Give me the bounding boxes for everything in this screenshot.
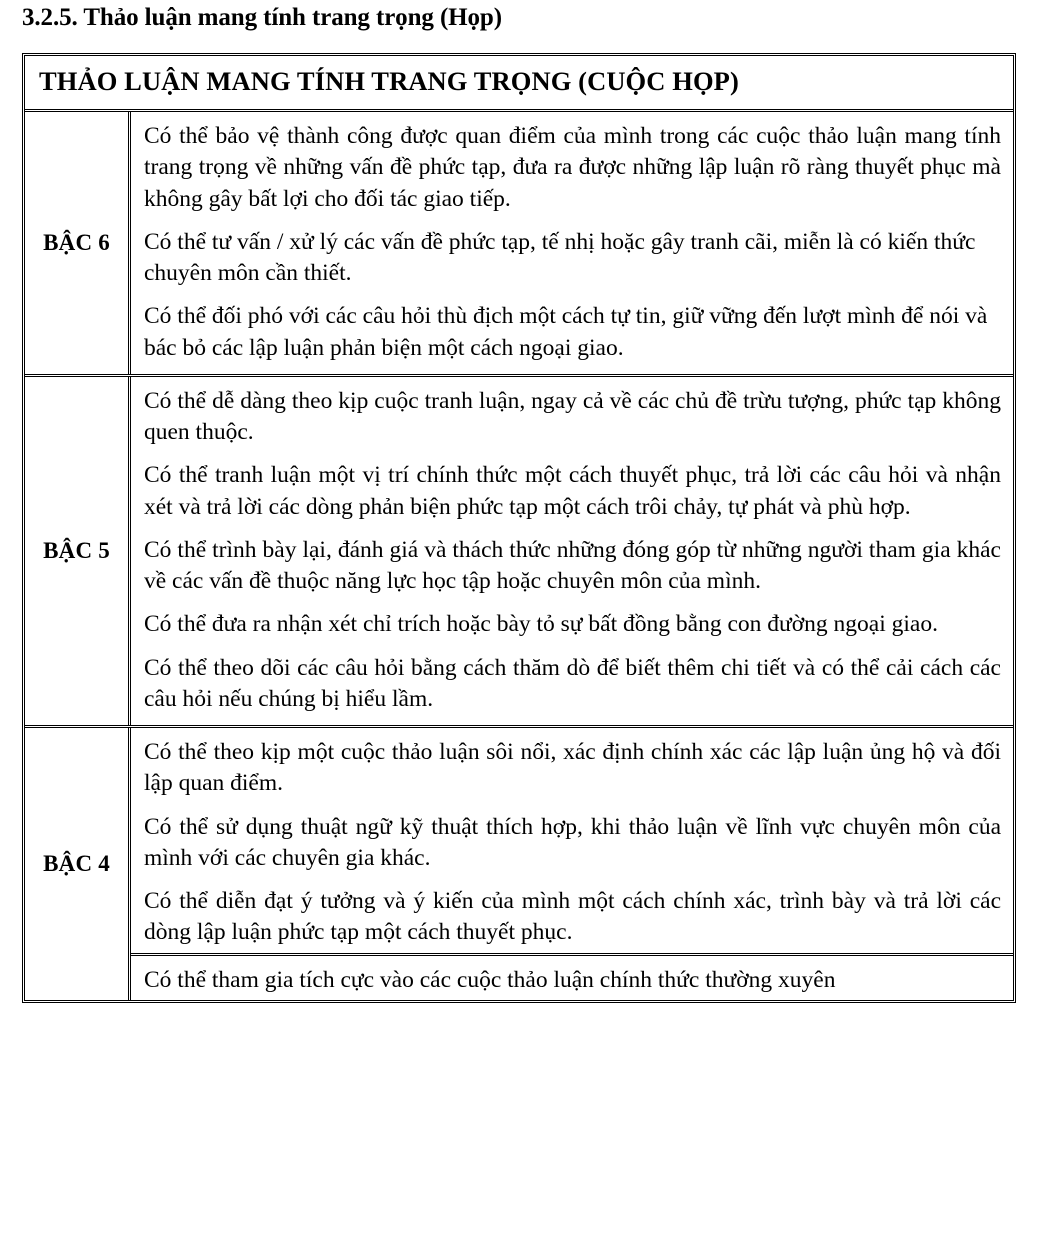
level-label-bac-5: BẬC 5 [25,377,131,725]
descriptor-cell-bac-6 [131,112,1013,374]
document-page [0,4,1048,1240]
descriptor-item: Có thể đưa ra nhận xét chỉ trích hoặc bày tỏ sự bất đồng bằng con đường ngoại giao. [144,611,938,638]
descriptor-item: Có thể tranh luận một vị trí chính thức một cách thuyết phục, trả lời các câu hỏi và nhận xét và trả lời các dòng phản biện phức tạp một cách trôi chảy, tự phát và phù hợp. [144,462,1001,520]
section-heading: 3.2.5. Thảo luận mang tính trang trọng (Họp) [22,4,502,31]
level-label-bac-6: BẬC 6 [25,112,131,374]
table-row [25,728,1013,1000]
descriptor-block [131,377,1013,725]
cefr-descriptor-table [22,53,1016,1003]
descriptor-item: Có thể đối phó với các câu hỏi thù địch một cách tự tin, giữ vững đến lượt mình để nói và bác bỏ các lập luận phản biện một cách ngoại giao. [144,303,988,361]
descriptor-item: Có thể tham gia tích cực vào các cuộc thảo luận chính thức thường xuyên [144,966,836,993]
descriptor-cell-bac-5 [131,377,1013,725]
level-label-bac-4: BẬC 4 [25,728,131,1000]
descriptor-block [131,112,1013,374]
descriptor-item: Có thể dễ dàng theo kịp cuộc tranh luận, ngay cả về các chủ đề trừu tượng, phức tạp không quen thuộc. [144,387,1001,446]
table-row [25,112,1013,377]
table-row [25,377,1013,728]
descriptor-block-continued [131,953,1013,1000]
descriptor-item: Có thể tư vấn / xử lý các vấn đề phức tạp, tế nhị hoặc gây tranh cãi, miễn là có kiến thức chuyên môn cần thiết. [144,228,976,287]
descriptor-item: Có thể theo dõi các câu hỏi bằng cách thăm dò để biết thêm chi tiết và có thể cải cách các câu hỏi nếu chúng bị hiểu lầm. [144,654,1001,712]
descriptor-item: Có thể trình bày lại, đánh giá và thách thức những đóng góp từ những người tham gia khác về các vấn đề thuộc năng lực học tập hoặc chuyên môn của mình. [144,536,1001,595]
descriptor-item: Có thể bảo vệ thành công được quan điểm của mình trong các cuộc thảo luận mang tính trang trọng về những vấn đề phức tạp, đưa ra được những lập luận rõ ràng thuyết phục mà không gây bất lợi cho đối tác giao tiếp. [144,123,1001,212]
descriptor-block [131,728,1013,953]
descriptor-item: Có thể diễn đạt ý tưởng và ý kiến của mình một cách chính xác, trình bày và trả lời các dòng lập luận phức tạp một cách thuyết phục. [144,888,1001,946]
descriptor-item: Có thể theo kịp một cuộc thảo luận sôi nổi, xác định chính xác các lập luận ủng hộ và đối lập quan điểm. [144,739,1001,797]
table-title: THẢO LUẬN MANG TÍNH TRANG TRỌNG (CUỘC HỌP) [39,66,739,96]
descriptor-cell-bac-4 [131,728,1013,1000]
descriptor-item: Có thể sử dụng thuật ngữ kỹ thuật thích hợp, khi thảo luận về lĩnh vực chuyên môn của mình với các chuyên gia khác. [144,813,1001,871]
table-header-row [25,56,1013,112]
